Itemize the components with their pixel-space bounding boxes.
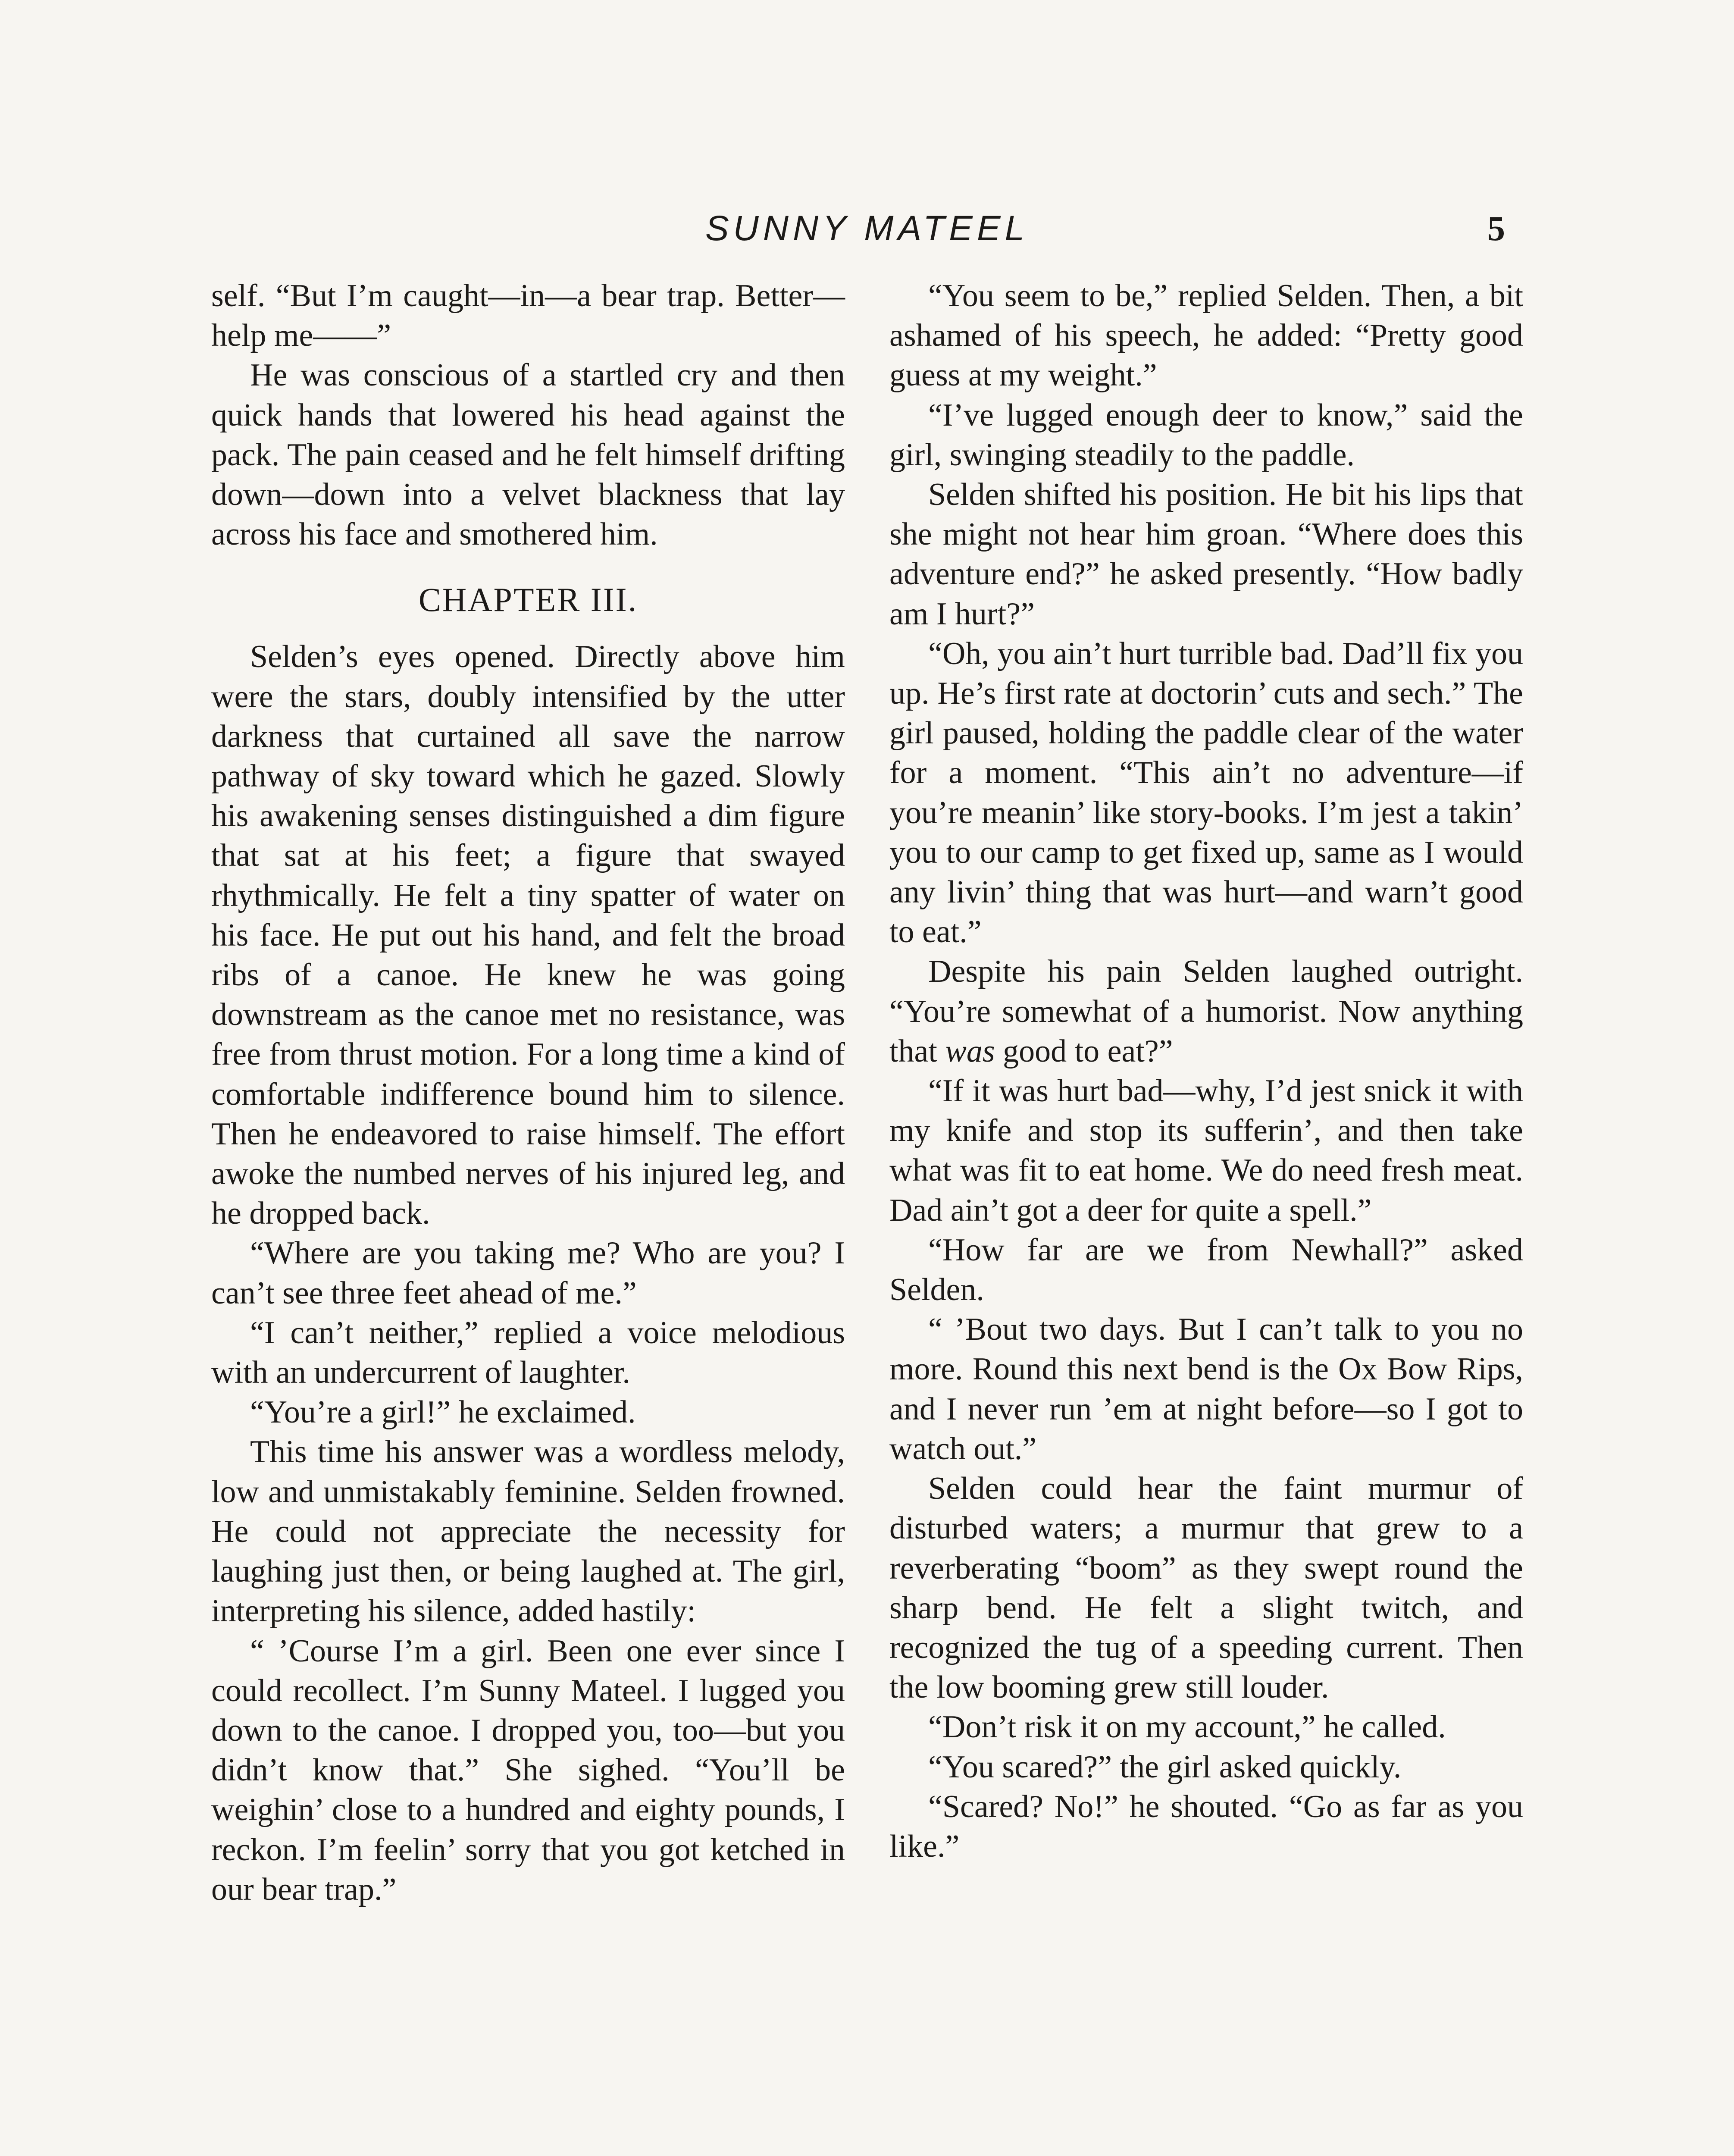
paragraph: “Where are you taking me? Who are you? I can’t see three feet ahead of me.” (211, 1235, 845, 1311)
paragraph: “I can’t neither,” replied a voice melodious with an undercurrent of laughter. (211, 1315, 845, 1391)
emphasis-text: was (945, 1033, 995, 1069)
paragraph: “I’ve lugged enough deer to know,” said the girl, swinging steadily to the paddle. (889, 397, 1523, 473)
paragraph: “ ’Bout two days. But I can’t talk to you no more. Round this next bend is the Ox Bow Rips, and I never run ’em at night before—so I got to watch out.” (889, 1312, 1523, 1467)
paragraph: “Scared? No!” he shouted. “Go as far as you like.” (889, 1789, 1523, 1864)
paragraph: This time his answer was a wordless melody, low and unmistakably feminine. Selden frowned. He could not appreciate the necessity for laughing just then, or being laughed at. The girl, interpreting his silence, added hastily: (211, 1434, 845, 1629)
right-column (889, 276, 1523, 1866)
running-head (0, 203, 1734, 254)
paragraph: “You’re a girl!” he exclaimed. (250, 1395, 636, 1430)
paragraph: “How far are we from Newhall?” asked Selden. (889, 1232, 1523, 1308)
paragraph: “You scared?” the girl asked quickly. (928, 1749, 1402, 1785)
paragraph: “If it was hurt bad—why, I’d jest snick it with my knife and stop its sufferin’, and then take what was fit to eat home. We do need fresh meat. Dad ain’t got a deer for quite a spell.” (889, 1073, 1523, 1228)
paragraph: Selden shifted his position. He bit his lips that she might not hear him groan. “Where does this adventure end?” he asked presently. “How badly am I hurt?” (889, 477, 1523, 632)
paragraph: self. “But I’m caught—in—a bear trap. Better—help me——” (211, 278, 845, 354)
paragraph: Selden could hear the faint murmur of disturbed waters; a murmur that grew to a reverberating “boom” as they swept round the sharp bend. He felt a slight twitch, and recognized the tug of a speeding current. Then the low booming grew still louder. (889, 1471, 1523, 1705)
paragraph: “ ’Course I’m a girl. Been one ever since I could recollect. I’m Sunny Mateel. I lugged you down to the canoe. I dropped you, too—but you didn’t know that.” She sighed. “You’ll be weighin’ close to a hundred and eighty pounds, I reckon. I’m feelin’ sorry that you got ketched in our bear trap.” (211, 1633, 845, 1907)
paragraph: “Don’t risk it on my account,” he called. (928, 1709, 1446, 1745)
paragraph: He was conscious of a startled cry and then quick hands that lowered his head against the pack. The pain ceased and he felt himself drifting down—down into a velvet blackness that lay across his face and smothered him. (211, 357, 845, 552)
paragraph: Selden’s eyes opened. Directly above him were the stars, doubly intensified by the utter darkness that curtained all save the narrow pathway of sky toward which he gazed. Slowly his awakening senses distinguished a dim figure that sat at his feet; a figure that swayed rhythmically. He felt a tiny spatter of water on his face. He put out his hand, and felt the broad ribs of a canoe. He knew he was going downstream as the canoe met no resistance, was free from thrust motion. For a long time a kind of comfortable indifference bound him to silence. Then he endeavored to raise himself. The effort awoke the numbed nerves of his injured leg, and he dropped back. (211, 639, 845, 1232)
paragraph: “You seem to be,” replied Selden. Then, a bit ashamed of his speech, he added: “Pretty good guess at my weight.” (889, 278, 1523, 393)
paragraph-text: Despite his pain Selden laughed outright. “You’re somewhat of a humorist. Now anything that (889, 954, 1523, 1069)
chapter-heading: CHAPTER III. (418, 581, 638, 619)
page-number: 5 (1487, 209, 1505, 248)
running-title: SUNNY MATEEL (705, 209, 1029, 248)
paragraph (889, 952, 1523, 1071)
paragraph-text: good to eat?” (995, 1033, 1173, 1069)
paragraph: “Oh, you ain’t hurt turrible bad. Dad’ll fix you up. He’s first rate at doctorin’ cuts and sech.” The girl paused, holding the paddle clear of the water for a moment. “This ain’t no adventure—if you’re meanin’ like story-books. I’m jest a takin’ you to our camp to get fixed up, same as I would any livin’ thing that was hurt—and warn’t good to eat.” (889, 636, 1523, 950)
left-column (211, 276, 845, 1909)
